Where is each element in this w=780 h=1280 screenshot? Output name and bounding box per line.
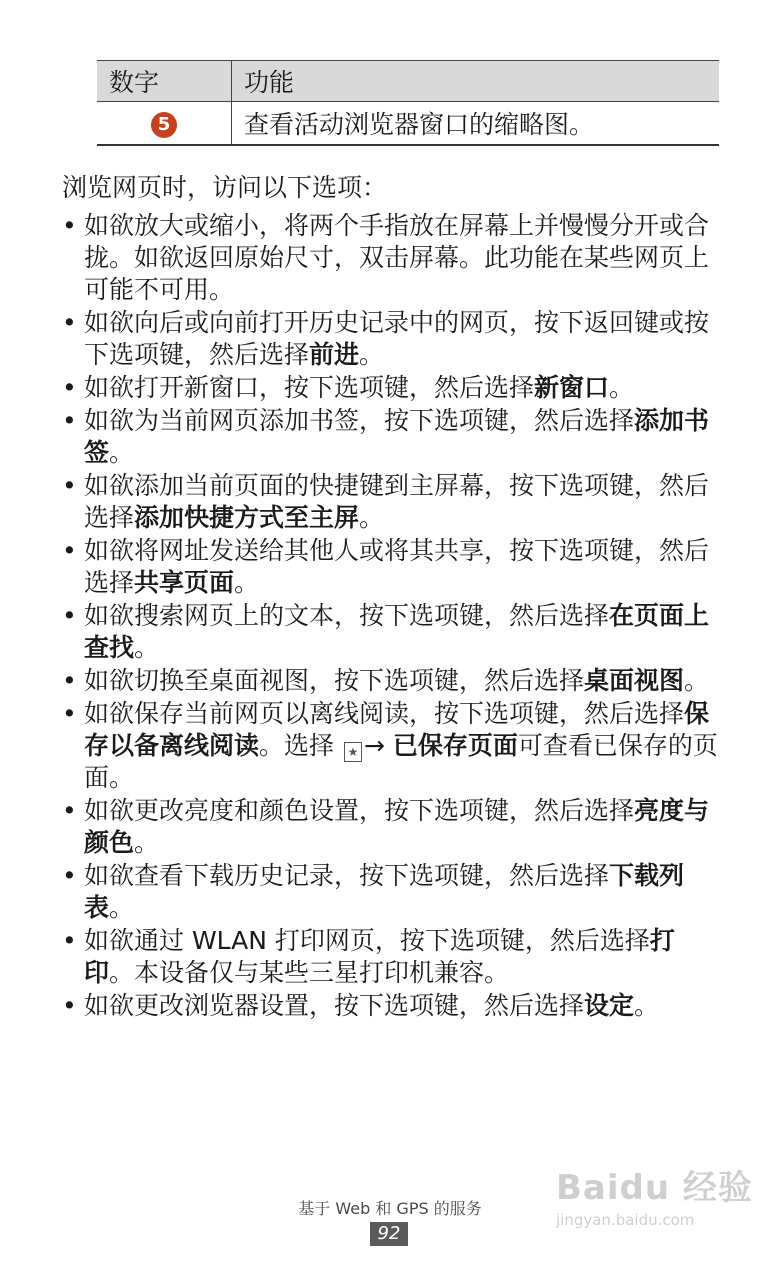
item-text-end: 。本设备仅与某些三星打印机兼容。 bbox=[109, 958, 510, 987]
item-bold: 添加书签 bbox=[84, 406, 710, 467]
item-bold: 前进 bbox=[309, 340, 360, 369]
bullet-icon: • bbox=[62, 926, 77, 955]
bullet-icon: • bbox=[62, 991, 77, 1020]
intro-text: 浏览网页时，访问以下选项： bbox=[62, 173, 388, 202]
item-text-end: 。 bbox=[134, 828, 160, 857]
list-item bbox=[62, 795, 722, 859]
watermark-url: jingyan.baidu.com bbox=[556, 1211, 695, 1229]
item-text: 如欲为当前网页添加书签，按下选项键，然后选择 bbox=[84, 406, 635, 435]
item-text: 如欲保存当前网页以离线阅读，按下选项键，然后选择 bbox=[84, 699, 685, 728]
list-item bbox=[62, 600, 722, 664]
list-item bbox=[62, 990, 722, 1022]
table-cell-function: 查看活动浏览器窗口的缩略图。 bbox=[232, 102, 720, 146]
table-header-number: 数字 bbox=[97, 61, 232, 102]
item-text: 如欲放大或缩小，将两个手指放在屏幕上并慢慢分开或合拢。如欲返回原始尺寸，双击屏幕。此功能在某些网页上可能不可用。 bbox=[84, 211, 710, 304]
item-bold: 新窗口 bbox=[534, 373, 610, 402]
watermark-logo-text: Baidu 经验 bbox=[556, 1168, 753, 1208]
options-list bbox=[62, 210, 722, 1023]
item-text: 如欲搜索网页上的文本，按下选项键，然后选择 bbox=[84, 601, 610, 630]
list-item bbox=[62, 210, 722, 306]
bullet-icon: • bbox=[62, 308, 77, 337]
table-header-row bbox=[97, 61, 719, 102]
bullet-icon: • bbox=[62, 666, 77, 695]
table-header-function: 功能 bbox=[232, 61, 720, 102]
item-text-end: 。 bbox=[609, 373, 635, 402]
function-table bbox=[97, 60, 719, 146]
item-bold: 下载列表 bbox=[84, 861, 685, 922]
arrow-text: → bbox=[363, 731, 385, 760]
item-bold: 添加快捷方式至主屏 bbox=[134, 503, 360, 532]
item-bold: 在页面上查找 bbox=[84, 601, 710, 662]
bullet-icon: • bbox=[62, 536, 77, 565]
number-badge: 5 bbox=[151, 112, 177, 138]
item-text-end: 。 bbox=[359, 340, 385, 369]
item-text-end: 。 bbox=[684, 666, 710, 695]
list-item bbox=[62, 860, 722, 924]
bullet-icon: • bbox=[62, 373, 77, 402]
list-item bbox=[62, 665, 722, 697]
list-item bbox=[62, 470, 722, 534]
item-text-end: 。 bbox=[634, 991, 660, 1020]
item-text-end: 。 bbox=[109, 438, 135, 467]
bullet-icon: • bbox=[62, 699, 77, 728]
bullet-icon: • bbox=[62, 796, 77, 825]
list-item bbox=[62, 925, 722, 989]
list-item bbox=[62, 698, 722, 794]
item-text-end: 。 bbox=[234, 568, 260, 597]
list-item bbox=[62, 535, 722, 599]
bullet-icon: • bbox=[62, 211, 77, 240]
item-text: 如欲查看下载历史记录，按下选项键，然后选择 bbox=[84, 861, 610, 890]
item-text-end: 可查看已保存的页面。 bbox=[84, 731, 718, 792]
table-cell-number bbox=[97, 102, 232, 146]
item-text: 如欲添加当前页面的快捷键到主屏幕，按下选项键，然后选择 bbox=[84, 471, 710, 532]
item-text: 如欲更改浏览器设置，按下选项键，然后选择 bbox=[84, 991, 585, 1020]
item-text-mid: 。选择 bbox=[259, 731, 335, 760]
list-item bbox=[62, 372, 722, 404]
item-bold: 打印 bbox=[84, 926, 675, 987]
item-bold: 保存以备离线阅读 bbox=[84, 699, 710, 760]
baidu-watermark bbox=[556, 1160, 756, 1250]
list-item bbox=[62, 307, 722, 371]
item-text: 如欲通过 WLAN 打印网页，按下选项键，然后选择 bbox=[84, 926, 650, 955]
item-text: 如欲切换至桌面视图，按下选项键，然后选择 bbox=[84, 666, 585, 695]
bullet-icon: • bbox=[62, 601, 77, 630]
page-number: 92 bbox=[370, 1222, 408, 1246]
item-bold: 共享页面 bbox=[134, 568, 235, 597]
bullet-icon: • bbox=[62, 406, 77, 435]
item-text: 如欲打开新窗口，按下选项键，然后选择 bbox=[84, 373, 535, 402]
list-item bbox=[62, 405, 722, 469]
item-bold: 设定 bbox=[584, 991, 635, 1020]
bullet-icon: • bbox=[62, 861, 77, 890]
item-text: 如欲将网址发送给其他人或将其共享，按下选项键，然后选择 bbox=[84, 536, 710, 597]
item-bold: 亮度与颜色 bbox=[84, 796, 710, 857]
item-bold: 桌面视图 bbox=[584, 666, 685, 695]
item-text: 如欲向后或向前打开历史记录中的网页，按下返回键或按下选项键，然后选择 bbox=[84, 308, 710, 369]
footer-section-title: 基于 Web 和 GPS 的服务 bbox=[298, 1199, 482, 1218]
item-text-end: 。 bbox=[109, 893, 135, 922]
item-text: 如欲更改亮度和颜色设置，按下选项键，然后选择 bbox=[84, 796, 635, 825]
item-text-end: 。 bbox=[359, 503, 385, 532]
bullet-icon: • bbox=[62, 471, 77, 500]
item-bold-2: 已保存页面 bbox=[392, 731, 518, 760]
item-text-end: 。 bbox=[134, 633, 160, 662]
table-row bbox=[97, 102, 719, 146]
saved-pages-icon: ★ bbox=[344, 742, 362, 762]
